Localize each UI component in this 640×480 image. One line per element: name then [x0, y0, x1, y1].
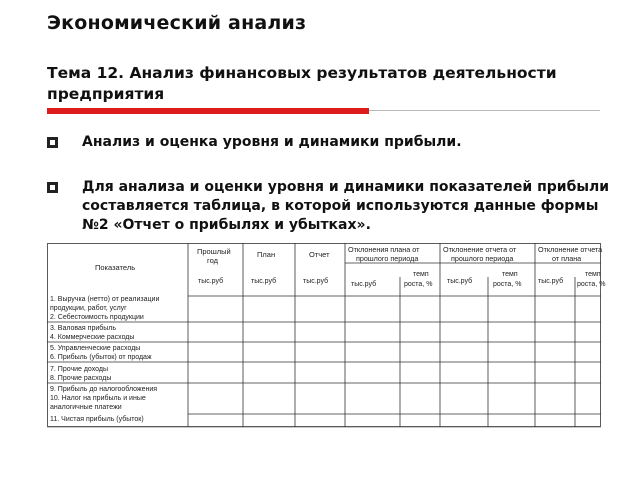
header-dev-plan-prev-line1: Отклонения плана от: [348, 245, 420, 254]
topic-title: Тема 12. Анализ финансовых результатов деятельности предприятия: [47, 64, 557, 103]
square-bullet-icon: [47, 182, 58, 193]
header-prev-year-line1: Прошлый: [197, 247, 231, 256]
header-indicator: Показатель: [95, 263, 136, 272]
row-label-7: 7. Прочие доходы: [50, 366, 109, 373]
row-label-6: 6. Прибыль (убыток) от продаж: [50, 354, 152, 361]
profit-analysis-table: [47, 243, 606, 427]
row-label-11: 11. Чистая прибыль (убыток): [50, 416, 144, 423]
bullet-text-2: Для анализа и оценки уровня и динамики показателей прибыли составляется таблица, в которой используются данные формы №2 «Отчет о прибылях и убытках».: [82, 179, 610, 233]
row-label-10b: аналогичные платежи: [50, 404, 122, 411]
unit-dev1-rate-l2: роста, %: [404, 281, 433, 288]
header-report: Отчет: [309, 250, 330, 259]
unit-plan: тыс.руб: [251, 278, 277, 285]
bullet-text-1: Анализ и оценка уровня и динамики прибыли.: [82, 134, 462, 150]
row-label-3: 3. Валовая прибыль: [50, 325, 117, 332]
unit-dev1-rate-l1: темп: [413, 271, 429, 278]
header-prev-year-line2: год: [207, 256, 218, 265]
row-label-9: 9. Прибыль до налогообложения: [50, 386, 158, 393]
unit-dev2-abs: тыс.руб: [447, 278, 473, 285]
row-label-10: 10. Налог на прибыль и иные: [50, 395, 146, 402]
unit-dev3-abs: тыс.руб: [538, 278, 564, 285]
table-grid: [47, 243, 606, 427]
row-label-8: 8. Прочие расходы: [50, 375, 112, 382]
square-bullet-icon: [47, 137, 58, 148]
row-label-1: 1. Выручка (нетто) от реализации: [50, 296, 160, 303]
unit-dev2-rate-l1: темп: [502, 271, 518, 278]
header-dev-report-plan-line2: от плана: [552, 254, 582, 263]
row-label-5: 5. Управленческие расходы: [50, 345, 141, 352]
header-dev-report-prev-line1: Отклонение отчета от: [443, 245, 517, 254]
unit-dev2-rate-l2: роста, %: [493, 281, 522, 288]
course-title: Экономический анализ: [47, 12, 307, 34]
title-accent-bar: [47, 108, 369, 114]
unit-dev1-abs: тыс.руб: [351, 281, 377, 288]
row-label-1b: продукции, работ, услуг: [50, 305, 127, 312]
header-dev-plan-prev-line2: прошлого периода: [356, 254, 419, 263]
unit-report: тыс.руб: [303, 278, 329, 285]
unit-dev3-rate-l2: роста, %: [577, 281, 606, 288]
row-label-4: 4. Коммерческие расходы: [50, 334, 135, 341]
row-label-2: 2. Себестоимость продукции: [50, 314, 144, 321]
table-bottom-rule: [47, 427, 601, 428]
unit-prev-year: тыс.руб: [198, 278, 224, 285]
header-dev-report-plan-line1: Отклонение отчета: [538, 245, 603, 254]
header-plan: План: [257, 250, 276, 259]
unit-dev3-rate-l1: темп: [585, 271, 601, 278]
header-dev-report-prev-line2: прошлого периода: [451, 254, 514, 263]
